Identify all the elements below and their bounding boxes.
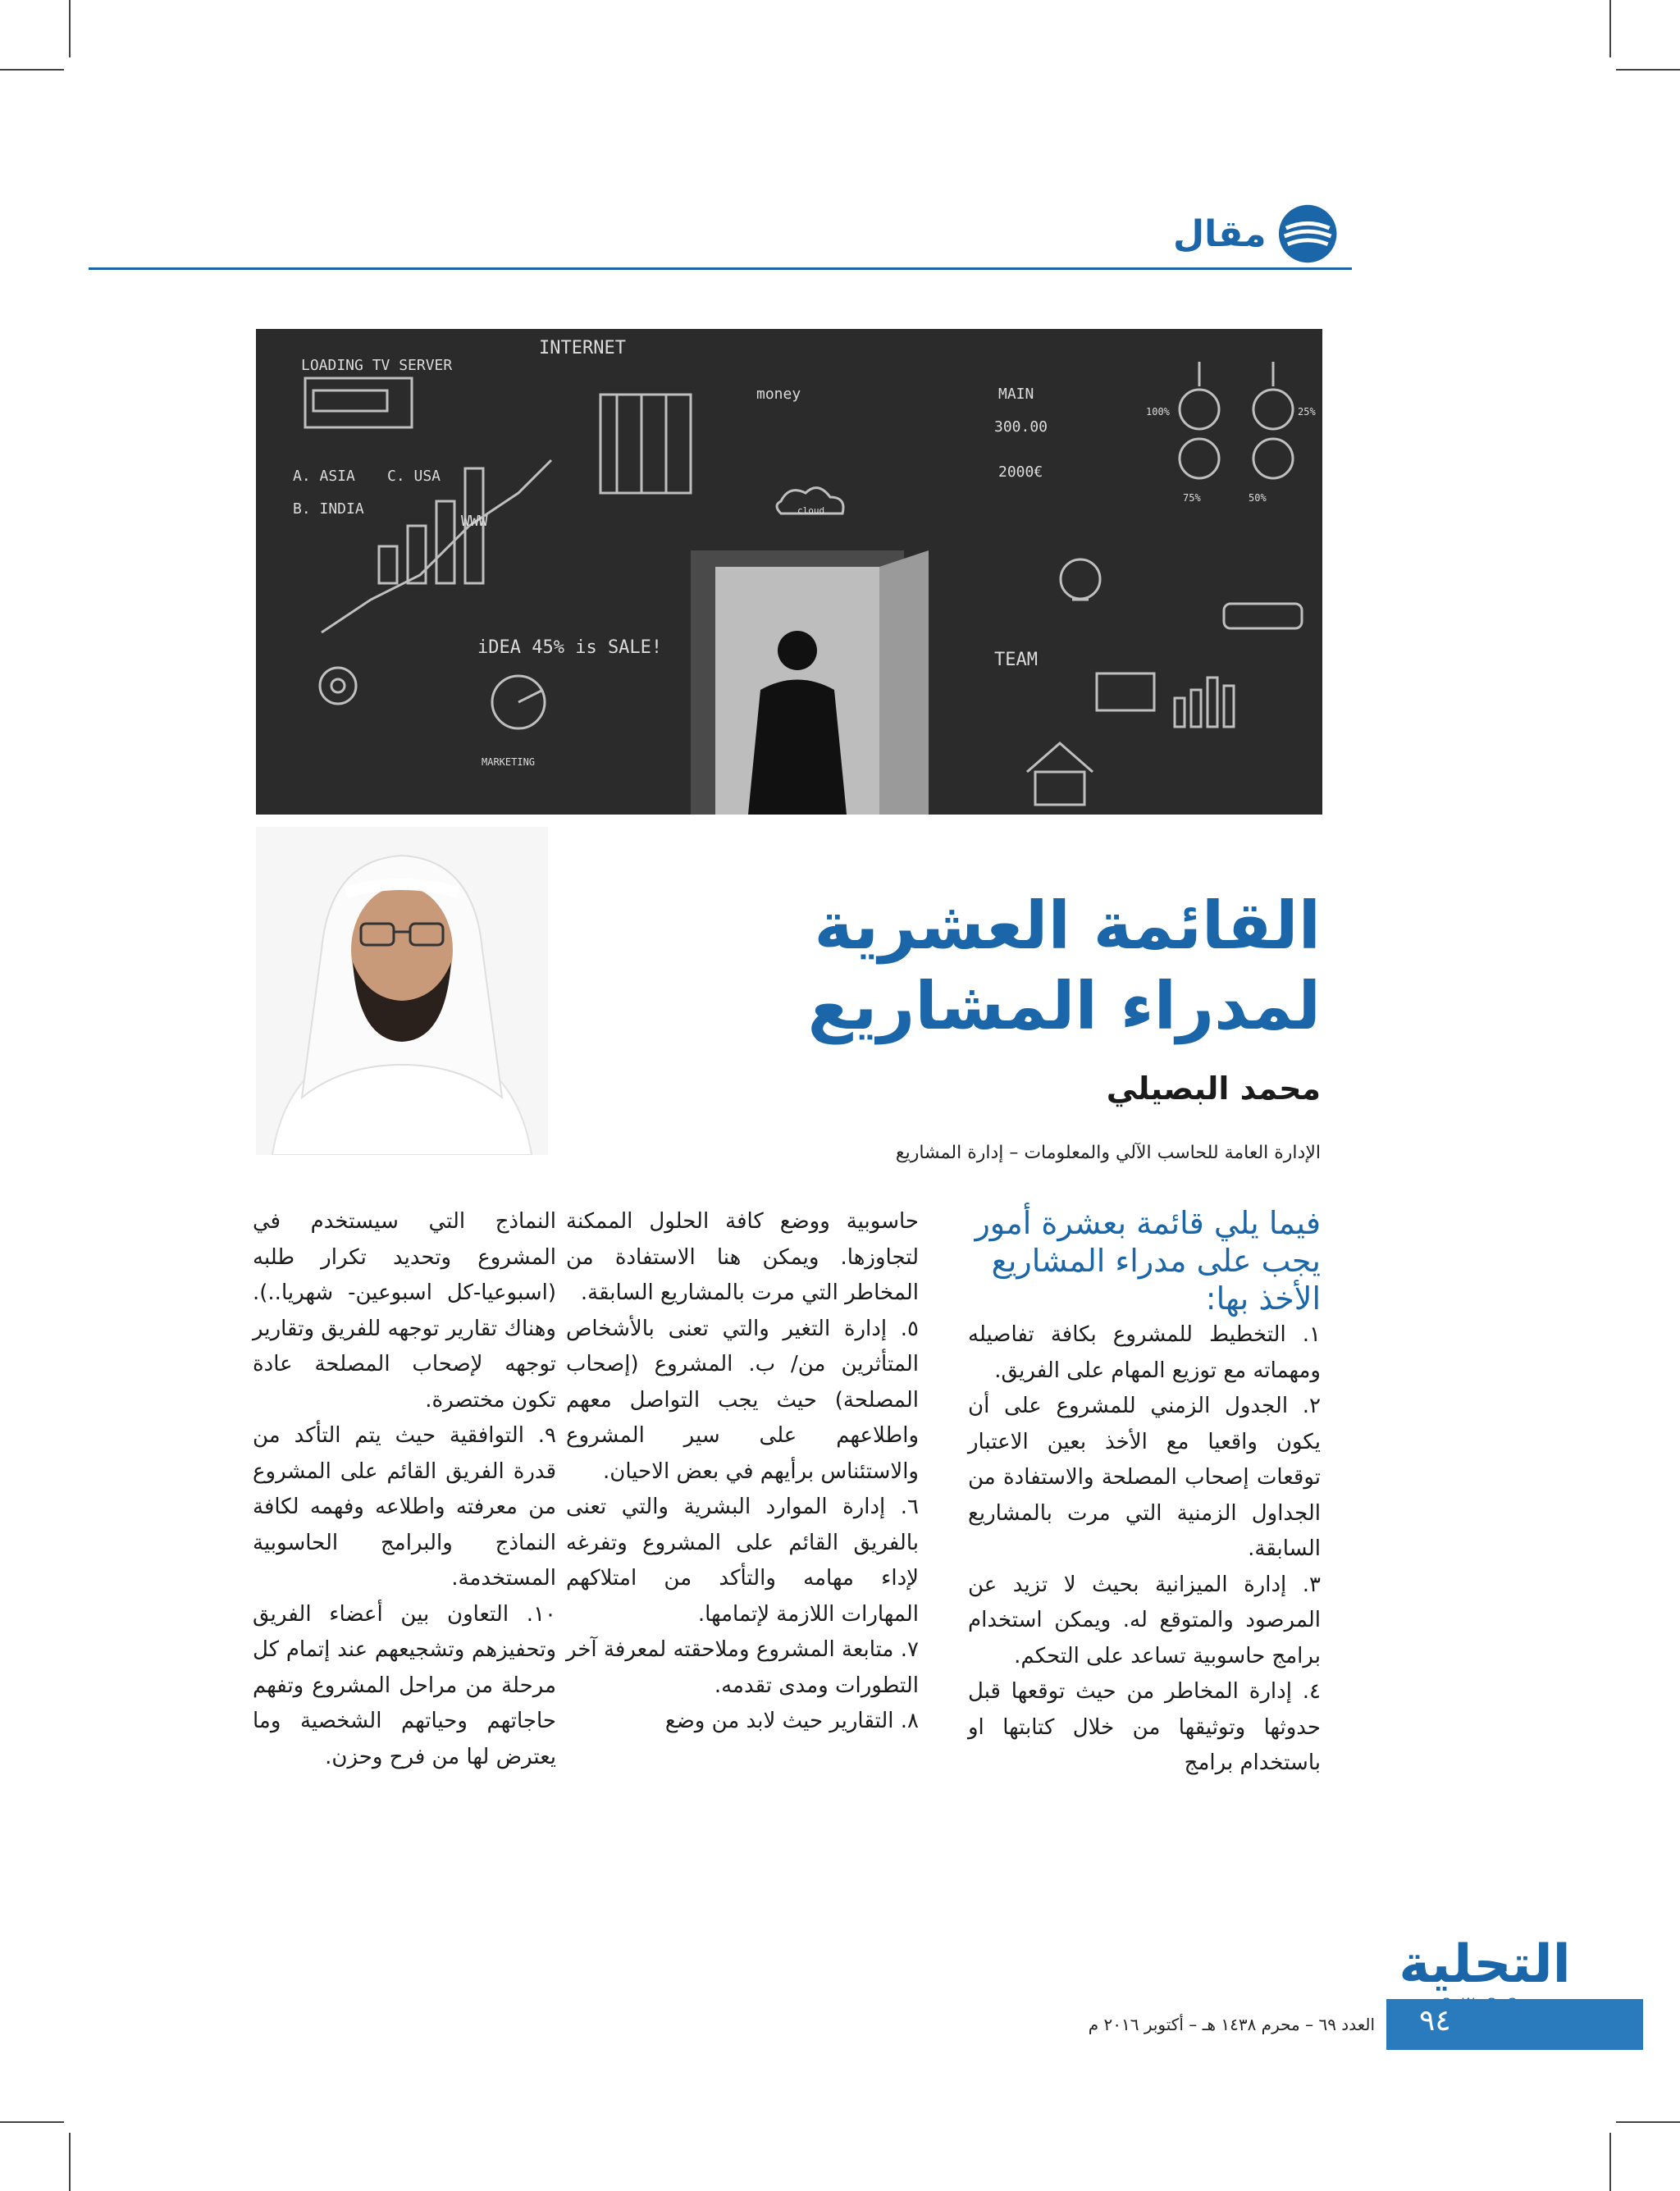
hero-label-team: TEAM <box>994 650 1038 670</box>
article-column-1 <box>968 1204 1321 1782</box>
author-department: الإدارة العامة للحاسب الآلي والمعلومات – إدارة المشاريع <box>895 1143 1321 1163</box>
hero-label-money: money <box>756 386 801 403</box>
article-column-2 <box>566 1204 919 1740</box>
hero-label-idea: iDEA 45% is SALE! <box>477 637 663 658</box>
hero-image <box>256 329 1322 815</box>
hero-label-www: WWW <box>461 513 488 530</box>
crop-mark <box>69 2133 71 2191</box>
title-line-2: لمدراء المشاريع <box>807 968 1321 1044</box>
hero-label-value1: 300.00 <box>994 418 1048 436</box>
list-item: ٤. إدارة المخاطر من حيث توقعها قبل حدوثها وتوثيقها من خلال كتابتها او باستخدام برامج <box>968 1679 1321 1775</box>
crop-mark <box>1616 2121 1680 2123</box>
chalkboard-illustration <box>256 329 1322 815</box>
hero-label-pct1: 100% <box>1146 406 1170 418</box>
list-item: ٣. إدارة الميزانية بحيث لا تزيد عن المرصود والمتوقع له. ويمكن استخدام برامج حاسوبية تساعد على التحكم. <box>968 1572 1321 1668</box>
list-item: ٢. الجدول الزمني للمشروع على أن يكون واقعيا مع الأخذ بعين الاعتبار توقعات إصحاب المصلحة والاستفادة من الجداول الزمنية التي مرت بالمشاريع السابقة. <box>968 1394 1321 1561</box>
section-header <box>1173 205 1337 262</box>
hero-label-pct3: 75% <box>1183 492 1201 504</box>
magazine-logo-word: التحلية <box>1399 1934 1571 1995</box>
hero-label-asia: A. ASIA <box>293 468 355 485</box>
crop-mark <box>0 69 64 71</box>
list-item: النماذج التي سيستخدم في المشروع وتحديد تكرار طلبه (اسبوعيا-كل اسبوعين- شهريا..). وهناك تقارير توجهه للفريق وتقارير توجهه لإصحاب المصلحة عادة تكون مختصرة. <box>253 1209 556 1413</box>
hero-label-main: MAIN <box>998 386 1034 403</box>
hero-label-internet: INTERNET <box>539 338 626 358</box>
crop-mark <box>69 0 71 57</box>
hero-label-marketing: MARKETING <box>482 756 536 768</box>
list-item: ٧. متابعة المشروع وملاحقته لمعرفة آخر التطورات ومدى تقدمه. <box>566 1637 919 1698</box>
hero-label-loading: LOADING TV SERVER <box>301 357 453 374</box>
article-title <box>582 886 1321 1047</box>
author-name: محمد البصيلي <box>1106 1070 1321 1107</box>
hero-label-usa: C. USA <box>387 468 441 485</box>
crop-mark <box>1609 0 1611 57</box>
page-number: ٩٤ <box>1419 2004 1451 2038</box>
issue-info: العدد ٦٩ – محرم ١٤٣٨ هـ – أكتوبر ٢٠١٦ م <box>1088 2015 1375 2034</box>
list-item: ٥. إدارة التغير والتي تعنى بالأشخاص المتأثرين من/ ب. المشروع (إصحاب المصلحة) حيث يجب التواصل معهم واطلاعهم على سير المشروع والاستئناس برأيهم في بعض الاحيان. <box>566 1316 919 1484</box>
list-item: ٩. التوافقية حيث يتم التأكد من قدرة الفريق القائم على المشروع من معرفته واطلاعه وفهمه لكافة النماذج والبرامج الحاسوبية المستخدمة. <box>253 1423 556 1591</box>
list-item: ٦. إدارة الموارد البشرية والتي تعنى بالفريق القائم على المشروع وتفرغه لإداء مهامه والتأكد من امتلاكهم المهارات اللازمة لإتمامها. <box>566 1495 919 1627</box>
section-logo-icon <box>1278 203 1337 264</box>
article-column-3 <box>253 1204 556 1775</box>
hero-label-pct2: 25% <box>1298 406 1316 418</box>
author-portrait <box>256 827 548 1155</box>
list-item: ١٠. التعاون بين أعضاء الفريق وتحفيزهم وتشجيعهم عند إتمام كل مرحلة من مراحل المشروع وتفهم حاجاتهم وحياتهم الشخصية وما يعترض لها من فرح وحزن. <box>253 1601 556 1769</box>
hero-label-value2: 2000€ <box>998 463 1043 481</box>
list-item: ٨. التقارير حيث لابد من وضع <box>664 1709 919 1733</box>
list-item: حاسوبية ووضع كافة الحلول الممكنة لتجاوزها. ويمكن هنا الاستفادة من المخاطر التي مرت بالمشاريع السابقة. <box>566 1209 919 1305</box>
crop-mark <box>0 2121 64 2123</box>
hero-label-cloud: cloud <box>797 505 825 516</box>
section-title: مقال <box>1173 212 1267 255</box>
crop-mark <box>1609 2133 1611 2191</box>
list-item: ١. التخطيط للمشروع بكافة تفاصيله ومهماته مع توزيع المهام على الفريق. <box>968 1322 1321 1383</box>
title-line-1: القائمة العشرية <box>814 888 1321 964</box>
crop-mark <box>1616 69 1680 71</box>
hero-label-pct4: 50% <box>1249 492 1267 504</box>
article-lead: فيما يلي قائمة بعشرة أمور يجب على مدراء المشاريع الأخذ بها: <box>975 1205 1321 1317</box>
hero-label-india: B. INDIA <box>293 500 364 518</box>
header-rule <box>89 267 1352 270</box>
